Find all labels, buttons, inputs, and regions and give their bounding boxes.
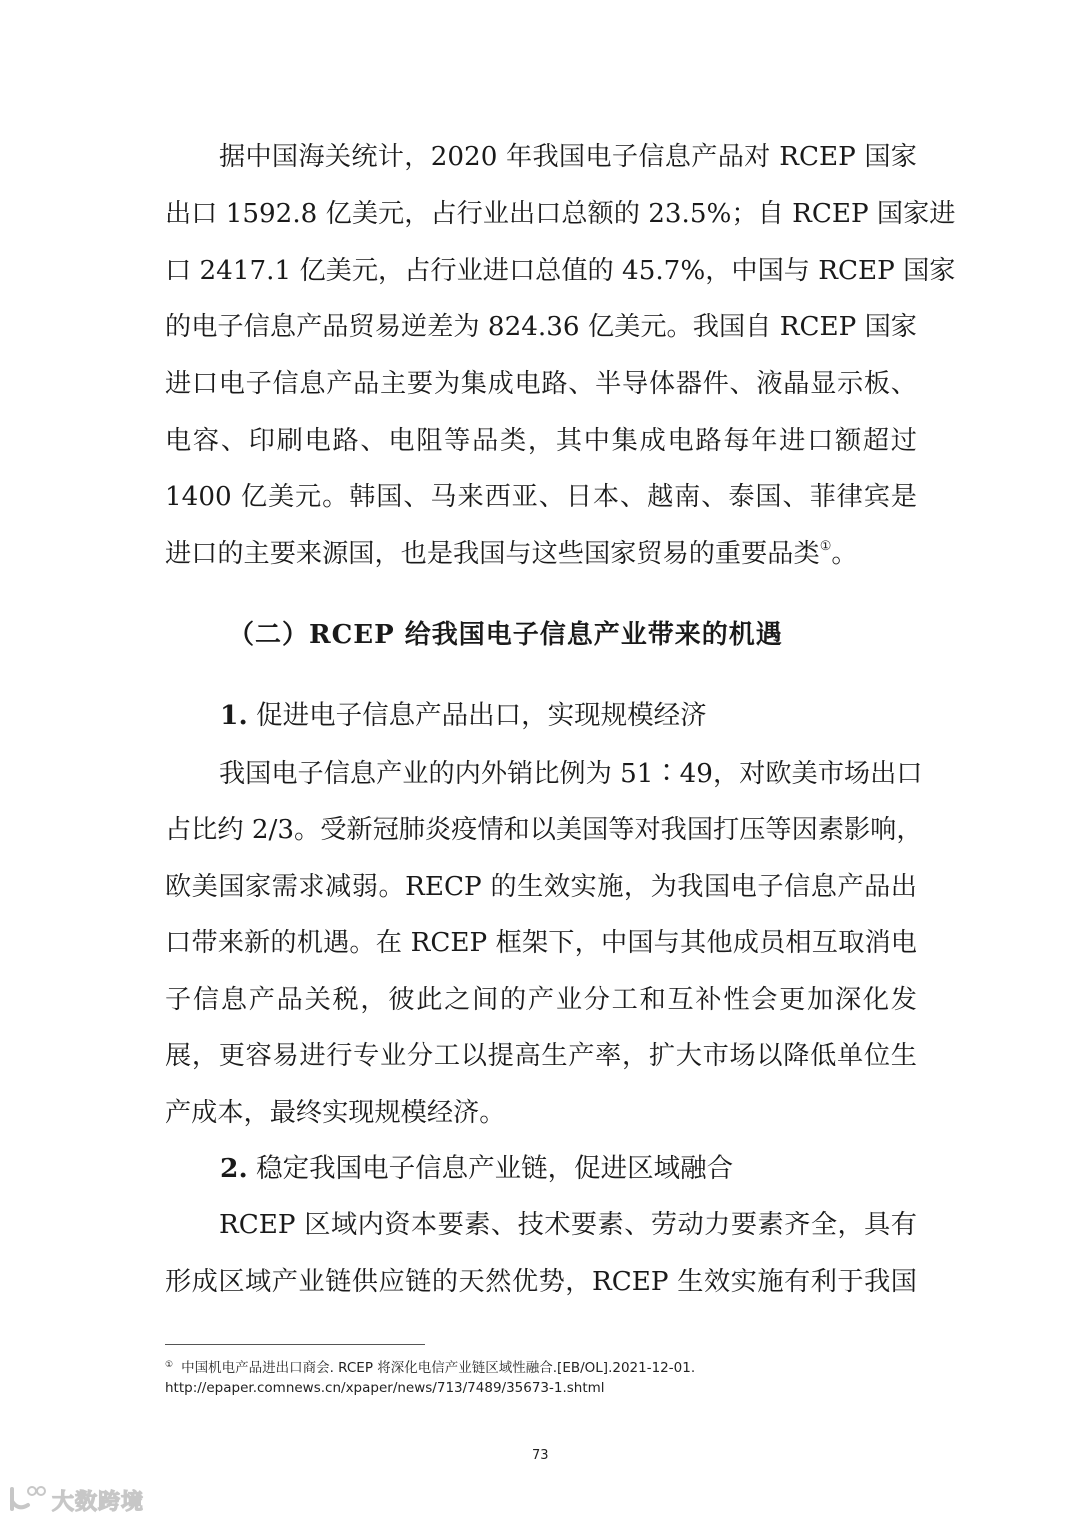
paragraph-line-last: 产成本，最终实现规模经济。: [165, 1098, 506, 1128]
paragraph-line: 据中国海关统计，2020 年我国电子信息产品对 RCEP 国家: [219, 142, 917, 172]
paragraph-line: 进口电子信息产品主要为集成电路、半导体器件、液晶显示板、: [165, 369, 917, 399]
paragraph-line: 展，更容易进行专业分工以提高生产率，扩大市场以降低单位生: [165, 1041, 917, 1071]
footnote-divider: [165, 1344, 425, 1345]
paragraph-line-last: [165, 538, 917, 570]
subsection-number: 1.: [220, 700, 248, 731]
paragraph-line: 占比约 2/3。受新冠肺炎疫情和以美国等对我国打压等因素影响，: [165, 815, 923, 845]
subsection-heading-2: [220, 1153, 733, 1185]
subsection-heading-1: [220, 700, 707, 732]
page-number: 73: [532, 1448, 549, 1463]
paragraph-line: 口 2417.1 亿美元，占行业进口总值的 45.7%，中国与 RCEP 国家: [165, 256, 956, 286]
subsection-title: 稳定我国电子信息产业链，促进区域融合: [256, 1153, 734, 1184]
footnote-citation: 中国机电产品进出口商会. RCEP 将深化电信产业链区域性融合.[EB/OL].2021-12-01.: [181, 1360, 696, 1376]
paragraph-line: 欧美国家需求减弱。RECP 的生效实施，为我国电子信息产品出: [165, 872, 917, 902]
paragraph-line: 的电子信息产品贸易逆差为 824.36 亿美元。我国自 RCEP 国家: [165, 312, 917, 342]
paragraph-line: 1400 亿美元。韩国、马来西亚、日本、越南、泰国、菲律宾是: [165, 482, 917, 512]
paragraph-line: 口带来新的机遇。在 RCEP 框架下，中国与其他成员相互取消电: [165, 928, 917, 958]
footnote-url[interactable]: http://epaper.comnews.cn/xpaper/news/713/7489/35673-1.shtml: [165, 1380, 605, 1396]
paragraph-line: 子信息产品关税，彼此之间的产业分工和互补性会更加深化发: [165, 985, 917, 1015]
footnote-reference[interactable]: ①: [819, 539, 832, 554]
subsection-number: 2.: [220, 1153, 248, 1184]
paragraph-line: 我国电子信息产业的内外销比例为 51∶49，对欧美市场出口: [219, 759, 923, 789]
watermark: [8, 1483, 144, 1517]
section-heading: （二）RCEP 给我国电子信息产业带来的机遇: [228, 620, 783, 650]
paragraph-line: 出口 1592.8 亿美元，占行业出口总额的 23.5%；自 RCEP 国家进: [165, 199, 956, 229]
watermark-text: 大数跨境: [52, 1489, 145, 1515]
footnote-mark: ①: [165, 1360, 174, 1370]
subsection-title: 促进电子信息产品出口，实现规模经济: [256, 700, 707, 731]
paragraph-end-punct: 。: [831, 539, 858, 569]
footnote-line-1: [165, 1356, 695, 1377]
paragraph-line: RCEP 区域内资本要素、技术要素、劳动力要素齐全，具有: [219, 1210, 917, 1240]
paragraph-line: 电容、印刷电路、电阻等品类，其中集成电路每年进口额超过: [165, 426, 917, 456]
paragraph-line: 形成区域产业链供应链的天然优势，RCEP 生效实施有利于我国: [165, 1267, 917, 1297]
paragraph-text: 进口的主要来源国，也是我国与这些国家贸易的重要品类: [165, 539, 820, 569]
k100-logo-icon: [8, 1483, 48, 1517]
